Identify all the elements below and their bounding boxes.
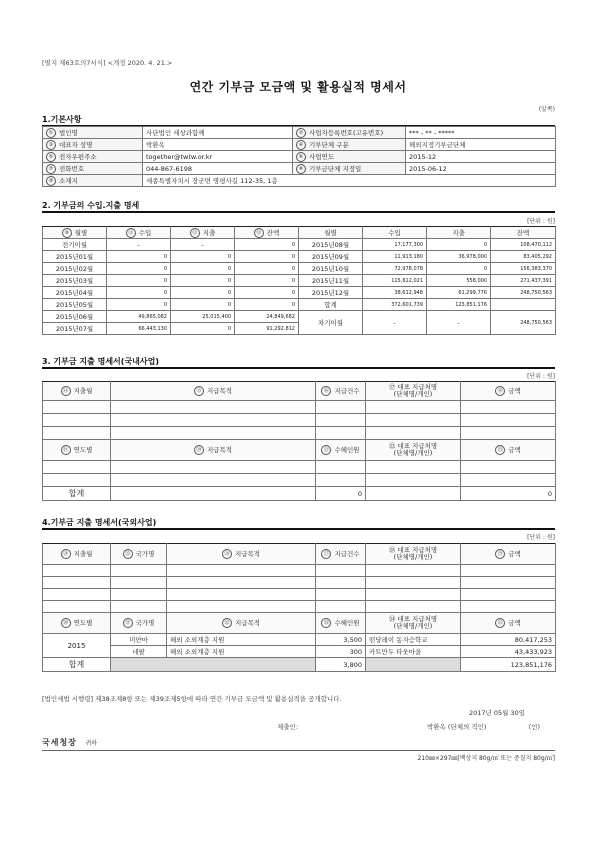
empty-cell (461, 601, 556, 613)
table-row (43, 287, 556, 299)
section-domestic-heading: 3. 기부금 지출 명세서(국내사업) (42, 356, 555, 367)
expense-cell: 0 (171, 299, 235, 311)
col-header-purpose: ⑮ 지급목적 (111, 382, 316, 401)
expense-cell: 0 (171, 287, 235, 299)
amount-cell: 43,433,923 (461, 646, 556, 658)
field-value: 2015-12 (406, 151, 556, 163)
address-label: ⑨ 소재지 (43, 175, 143, 187)
balance-cell: 0 (235, 263, 299, 275)
item-number-mark: ② (296, 128, 306, 138)
empty-cell (366, 487, 461, 501)
legal-basis-text: [법인세법 시행령] 제38조제8항 또는 제39조제5항에 따라 연간 기부금 모금액 및 활용실적을 공개합니다. (42, 695, 342, 703)
item-number-mark: ⑲ (61, 445, 71, 455)
unit-label-4: [단위 : 원] (527, 534, 555, 541)
col-header-recipient: ㉞ 대표 지급처명 (단체명/개인) (366, 613, 461, 634)
item-number-mark: ⑫ (190, 228, 200, 238)
empty-cell (43, 461, 111, 474)
empty-cell (461, 474, 556, 487)
empty-cell (316, 461, 366, 474)
total-label: 합계 (299, 299, 363, 311)
item-number-mark: ⑪ (126, 228, 136, 238)
item-number-mark: ⑯ (321, 386, 331, 396)
expense-cell: - (427, 311, 491, 335)
empty-cell (366, 401, 461, 414)
table-row (43, 474, 556, 487)
month-cell: 2015년12월 (299, 287, 363, 299)
empty-cell (316, 427, 366, 440)
empty-cell (111, 414, 316, 427)
month-cell: 2015년01월 (43, 251, 107, 263)
table-row (43, 646, 556, 658)
empty-cell (366, 461, 461, 474)
col-header-amount: ⑱ 금액 (461, 382, 556, 401)
col-header-country: ㉛ 국가명 (111, 613, 167, 634)
beneficiaries-cell: 3,500 (316, 634, 366, 646)
field-label: ⑤ 전자우편주소 (43, 151, 143, 163)
col-header-recipient: ㉘ 대표 지급처명 (단체명/개인) (366, 544, 461, 565)
beneficiaries-cell: 300 (316, 646, 366, 658)
field-value: 박환옥 (143, 139, 293, 151)
empty-cell (366, 414, 461, 427)
col-header-amount: ㉟ 금액 (461, 613, 556, 634)
empty-cell (43, 401, 111, 414)
empty-cell (316, 589, 366, 601)
col-header-count: ㉗ 지급건수 (316, 544, 366, 565)
domestic-header-yearly (43, 440, 556, 461)
total-beneficiaries: 0 (316, 487, 366, 501)
balance-cell: 156,383,370 (491, 263, 556, 275)
empty-cell (111, 565, 167, 577)
item-number-mark: ㉜ (222, 618, 232, 628)
expense-cell: - (171, 239, 235, 251)
basic-info-row (43, 127, 556, 139)
balance-cell: 0 (235, 239, 299, 251)
col-header-year: ⑲ 연도별 (43, 440, 111, 461)
balance-cell (491, 299, 556, 311)
month-cell: 2015년04월 (43, 287, 107, 299)
item-number-mark: ⑬ (254, 228, 264, 238)
empty-cell (43, 427, 111, 440)
item-number-mark: ⑨ (46, 176, 56, 186)
section-overseas-heading: 4.기부금 지출 명세서(국외사업) (42, 517, 555, 528)
basic-info-row (43, 151, 556, 163)
expense-cell: 0 (427, 263, 491, 275)
empty-cell (461, 401, 556, 414)
expense-cell: 61,299,776 (427, 287, 491, 299)
income-cell: 38,612,948 (363, 287, 427, 299)
empty-cell (366, 577, 461, 589)
empty-cell (366, 427, 461, 440)
empty-cell (43, 577, 111, 589)
field-label: ② 사업자등록번호(고유번호) (293, 127, 406, 139)
section-income-expense-heading: 2. 기부금의 수입.지출 명세 (42, 200, 555, 211)
domestic-header-monthly (43, 382, 556, 401)
empty-cell (111, 487, 316, 501)
empty-cell (316, 401, 366, 414)
item-number-mark: ⑳ (194, 445, 204, 455)
table-row (43, 414, 556, 427)
month-cell: 전기이월 (43, 239, 107, 251)
item-number-mark: ③ (46, 140, 56, 150)
overseas-total-row (43, 658, 556, 672)
unit-label-3: [단위 : 원] (527, 373, 555, 380)
country-cell: 네팔 (111, 646, 167, 658)
submitter-name: 박환옥 (단체의 직인) (427, 723, 487, 731)
item-number-mark: ㉝ (321, 618, 331, 628)
col-header-purpose: ⑳ 지급목적 (111, 440, 316, 461)
expense-cell: 0 (171, 323, 235, 335)
item-number-mark: ㉔ (61, 549, 71, 559)
country-cell: 미얀마 (111, 634, 167, 646)
empty-cell (461, 577, 556, 589)
income-cell: 0 (107, 275, 171, 287)
income-cell: 66,443,130 (107, 323, 171, 335)
amount-cell: 80,417,253 (461, 634, 556, 646)
col-header-beneficiaries: ㉑ 수혜인원 (316, 440, 366, 461)
empty-cell (461, 461, 556, 474)
table-row (43, 427, 556, 440)
col-header-income: 수입 (363, 227, 427, 239)
empty-cell (461, 589, 556, 601)
month-cell: 2015년08월 (299, 239, 363, 251)
balance-cell: 0 (235, 251, 299, 263)
income-expense-table (42, 226, 556, 335)
month-cell: 2015년03월 (43, 275, 107, 287)
empty-cell (43, 601, 111, 613)
income-cell: 17,177,300 (363, 239, 427, 251)
table-row (43, 565, 556, 577)
empty-cell (366, 589, 461, 601)
empty-cell (316, 601, 366, 613)
empty-cell (43, 589, 111, 601)
empty-cell (167, 565, 316, 577)
month-cell: 2015년09월 (299, 251, 363, 263)
income-cell: 0 (107, 287, 171, 299)
item-number-mark: ④ (296, 140, 306, 150)
total-amount: 0 (461, 487, 556, 501)
col-header-income: ⑪ 수입 (107, 227, 171, 239)
income-cell: 372,601,739 (363, 299, 427, 311)
table-row (43, 461, 556, 474)
month-cell: 2015년06월 (43, 311, 107, 323)
item-number-mark: ⑧ (296, 164, 306, 174)
balance-cell: 83,405,292 (491, 251, 556, 263)
empty-cell (461, 427, 556, 440)
item-number-mark: ⑭ (61, 386, 71, 396)
empty-cell (111, 461, 316, 474)
col-header-amount: ㉙ 금액 (461, 544, 556, 565)
expense-cell: 36,978,000 (427, 251, 491, 263)
expense-cell: 25,015,400 (171, 311, 235, 323)
expense-cell: 123,851,176 (427, 299, 491, 311)
basic-info-row (43, 163, 556, 175)
field-label: ⑦ 전화번호 (43, 163, 143, 175)
section-basic-info-heading: 1.기본사항 (42, 114, 555, 125)
recipient-line (42, 737, 555, 748)
unit-label-2: [단위 : 원] (527, 218, 555, 225)
table-row (43, 275, 556, 287)
overseas-header-yearly (43, 613, 556, 634)
field-value: 사단법인 세상과함께 (143, 127, 293, 139)
empty-cell (111, 589, 167, 601)
col-header-count: ⑯ 지급건수 (316, 382, 366, 401)
item-number-mark: ㉗ (321, 549, 331, 559)
col-header-amount: ㉓ 금액 (461, 440, 556, 461)
col-header-beneficiaries: ㉝ 수혜인원 (316, 613, 366, 634)
balance-cell: 0 (235, 287, 299, 299)
seal-mark: (인) (528, 723, 540, 731)
table-row (43, 251, 556, 263)
table-row (43, 311, 556, 323)
field-value: 2015-06-12 (406, 163, 556, 175)
income-cell: 0 (107, 251, 171, 263)
field-value: 해외지정기부금단체 (406, 139, 556, 151)
item-number-mark: ㉑ (321, 445, 331, 455)
document-title: 연간 기부금 모금액 및 활용실적 명세서 (189, 80, 407, 94)
field-label: ④ 기부단체 구분 (293, 139, 406, 151)
income-expense-header (43, 227, 556, 239)
month-cell: 2015년07월 (43, 323, 107, 335)
item-number-mark: ㉓ (495, 445, 505, 455)
item-number-mark: ① (46, 128, 56, 138)
empty-cell (167, 589, 316, 601)
income-cell: 0 (107, 299, 171, 311)
income-cell: 72,978,078 (363, 263, 427, 275)
domestic-total-row (43, 487, 556, 501)
item-number-mark: ⑤ (46, 152, 56, 162)
table-row (43, 634, 556, 646)
item-number-mark: ㉖ (222, 549, 232, 559)
empty-cell (366, 601, 461, 613)
col-header-purpose: ㉜ 지급목적 (167, 613, 316, 634)
address-row (43, 175, 556, 187)
total-beneficiaries: 3,800 (316, 658, 366, 672)
field-label: ① 법인명 (43, 127, 143, 139)
empty-cell (316, 565, 366, 577)
item-number-mark: ⑱ (495, 386, 505, 396)
balance-cell: 108,470,112 (491, 239, 556, 251)
col-header-year: ㉚ 연도별 (43, 613, 111, 634)
table-row (43, 577, 556, 589)
total-label: 합계 (43, 658, 111, 672)
balance-cell: 91,292,812 (235, 323, 299, 335)
empty-cell (316, 474, 366, 487)
total-amount: 123,851,176 (461, 658, 556, 672)
empty-cell (111, 474, 316, 487)
purpose-cell: 해외 소외계층 지원 (167, 634, 316, 646)
page-info: (앞쪽) (538, 106, 555, 113)
empty-cell (167, 577, 316, 589)
form-number: [별지 제63호의7서식] <개정 2020. 4. 21.> (42, 59, 173, 67)
basic-info-table (42, 126, 556, 187)
col-header-country: ㉕ 국가명 (111, 544, 167, 565)
balance-cell: 0 (235, 299, 299, 311)
col-header-expense: ⑫ 지출 (171, 227, 235, 239)
domestic-expense-table (42, 381, 556, 501)
income-cell: - (363, 311, 427, 335)
col-header-expense-month: ⑭ 지출월 (43, 382, 111, 401)
expense-cell: 0 (427, 239, 491, 251)
col-header-expense: 지출 (427, 227, 491, 239)
paper-spec: 210㎜×297㎜[백상지 80g/㎡ 또는 중질지 80g/㎡] (417, 755, 555, 762)
month-cell: 2015년05월 (43, 299, 107, 311)
empty-cell (43, 474, 111, 487)
overseas-header-monthly (43, 544, 556, 565)
empty-cell (111, 601, 167, 613)
table-row (43, 263, 556, 275)
col-header-balance: 잔액 (491, 227, 556, 239)
empty-cell (316, 414, 366, 427)
item-number-mark: ⑮ (194, 386, 204, 396)
field-value: together@twtw.or.kr (143, 151, 293, 163)
col-header-recipient: ㉒ 대표 지급처명 (단체명/개인) (366, 440, 461, 461)
recipient-cell: 카트만두 타웃마을 (366, 646, 461, 658)
income-cell: - (107, 239, 171, 251)
empty-cell (43, 565, 111, 577)
col-header-balance: ⑬ 잔액 (235, 227, 299, 239)
balance-cell: 0 (235, 275, 299, 287)
item-number-mark: ⑦ (46, 164, 56, 174)
empty-cell (316, 577, 366, 589)
col-header-expense-month: ㉔ 지출월 (43, 544, 111, 565)
expense-cell: 0 (171, 251, 235, 263)
field-label: ⑧ 기부금단체 지정일 (293, 163, 406, 175)
balance-cell: 248,750,563 (491, 311, 556, 335)
col-header-month: ⑩ 월별 (43, 227, 107, 239)
year-cell: 2015 (43, 634, 111, 658)
shaded-cell (366, 658, 461, 672)
purpose-cell: 해외 소외계층 지원 (167, 646, 316, 658)
income-cell: 11,913,180 (363, 251, 427, 263)
table-row (43, 601, 556, 613)
balance-cell: 248,750,563 (491, 287, 556, 299)
expense-cell: 0 (171, 263, 235, 275)
footer-divider (42, 750, 555, 751)
basic-info-row (43, 139, 556, 151)
col-header-recipient: ⑰ 대표 지급처명 (단체명/개인) (366, 382, 461, 401)
month-cell: 2015년02월 (43, 263, 107, 275)
total-label: 합계 (43, 487, 111, 501)
balance-cell: 271,437,391 (491, 275, 556, 287)
table-row (43, 299, 556, 311)
overseas-expense-table (42, 543, 556, 672)
field-label: ⑥ 사업연도 (293, 151, 406, 163)
item-number-mark: ㉟ (495, 618, 505, 628)
item-number-mark: ㉕ (123, 549, 133, 559)
field-label: ③ 대표자 성명 (43, 139, 143, 151)
col-header-purpose: ㉖ 지급목적 (167, 544, 316, 565)
submission-date: 2017년 05월 30일 (468, 709, 525, 717)
item-number-mark: ㉙ (495, 549, 505, 559)
recipient-honorific: 귀하 (85, 740, 98, 747)
recipient-name: 국세청장 (42, 738, 77, 747)
empty-cell (111, 427, 316, 440)
empty-cell (461, 565, 556, 577)
table-row (43, 401, 556, 414)
expense-cell: 558,000 (427, 275, 491, 287)
item-number-mark: ⑩ (62, 228, 72, 238)
income-cell: 115,612,021 (363, 275, 427, 287)
address-value: 세종특별자치시 장군면 명평사길 112-35, 1층 (143, 175, 556, 187)
month-cell: 2015년11월 (299, 275, 363, 287)
month-cell: 2015년10월 (299, 263, 363, 275)
shaded-cell (111, 658, 316, 672)
field-value: 044-867-6198 (143, 163, 293, 175)
submitter-label: 제출인: (277, 723, 299, 731)
table-row (43, 239, 556, 251)
carry-forward-label: 차기이월 (299, 311, 363, 335)
item-number-mark: ⑥ (296, 152, 306, 162)
item-number-mark: ㉛ (123, 618, 133, 628)
empty-cell (111, 401, 316, 414)
recipient-cell: 떤당레이 동자승학교 (366, 634, 461, 646)
empty-cell (167, 601, 316, 613)
income-cell: 0 (107, 263, 171, 275)
empty-cell (43, 414, 111, 427)
empty-cell (366, 474, 461, 487)
empty-cell (366, 565, 461, 577)
field-value: *** - ** - ***** (406, 127, 556, 139)
balance-cell: 24,849,682 (235, 311, 299, 323)
item-number-mark: ㉚ (61, 618, 71, 628)
table-row (43, 589, 556, 601)
col-header-month: 월별 (299, 227, 363, 239)
empty-cell (111, 577, 167, 589)
expense-cell: 0 (171, 275, 235, 287)
income-cell: 49,865,082 (107, 311, 171, 323)
empty-cell (461, 414, 556, 427)
